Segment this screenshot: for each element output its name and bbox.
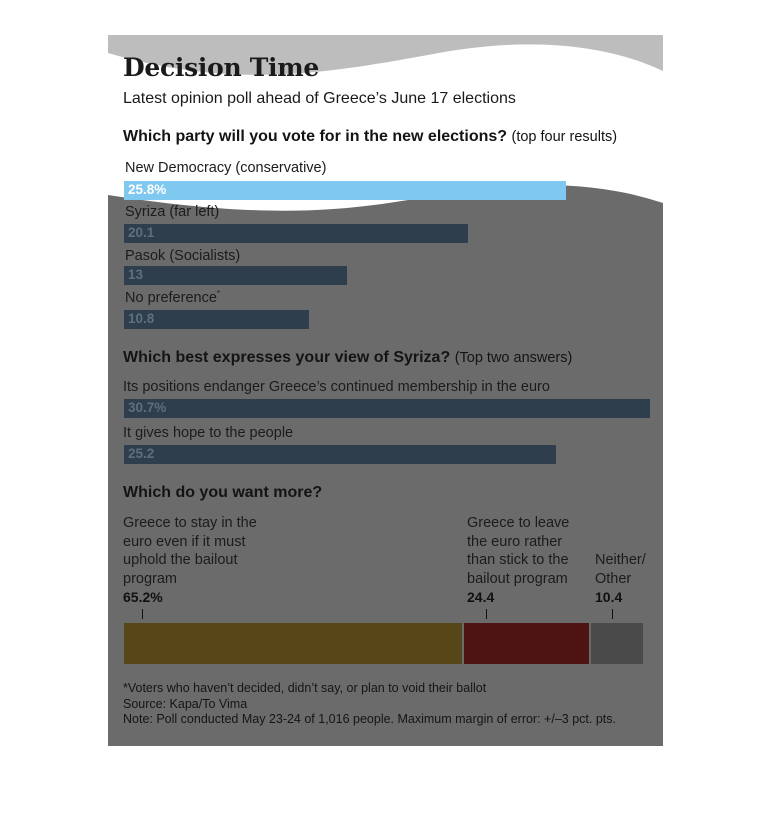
page-subtitle: Latest opinion poll ahead of Greece’s June 17 elections xyxy=(123,90,516,107)
party-label-new-democracy: New Democracy (conservative) xyxy=(125,160,327,176)
bar-new-democracy xyxy=(124,181,566,200)
tick-leave-euro xyxy=(486,609,487,619)
stacked-segment-stay-in-euro xyxy=(124,623,462,664)
option-label-stay-in-euro: Greece to stay in the euro even if it must uphold the bailout program xyxy=(123,515,257,587)
bar-syriza xyxy=(124,224,468,243)
tick-neither-other xyxy=(612,609,613,619)
party-label-syriza: Syriza (far left) xyxy=(125,204,220,220)
question-syriza-view: Which best expresses your view of Syriza? (Top two answers) xyxy=(123,349,573,366)
note-text: Note: Poll conducted May 23-24 of 1,016 people. Maximum margin of error: +/–3 pct. pts. xyxy=(123,712,616,726)
bar-value-endanger-euro: 30.7% xyxy=(128,400,167,415)
bar-value-gives-hope: 25.2 xyxy=(128,446,155,461)
stacked-segment-leave-euro xyxy=(464,623,589,664)
bar-value-syriza: 20.1 xyxy=(128,225,155,240)
footnote-marker: * xyxy=(216,289,221,298)
bar-pasok xyxy=(124,266,347,285)
bar-value-pasok: 13 xyxy=(128,267,144,282)
option-value-stay-in-euro: 65.2% xyxy=(123,589,163,605)
answer-label-gives-hope: It gives hope to the people xyxy=(123,425,294,441)
question-want-more: Which do you want more? xyxy=(123,484,323,501)
infographic-panel xyxy=(108,35,663,746)
answer-label-endanger-euro: Its positions endanger Greece’s continued membership in the euro xyxy=(123,379,550,395)
source-text: Source: Kapa/To Vima xyxy=(123,696,248,711)
footer-notes xyxy=(123,681,616,728)
bar-value-new-democracy: 25.8% xyxy=(128,182,167,197)
option-label-neither-other: Neither/ Other xyxy=(595,552,646,587)
bar-value-no-preference: 10.8 xyxy=(128,311,155,326)
party-label-no-preference: No preference* xyxy=(125,289,221,306)
option-label-leave-euro: Greece to leave the euro rather than stick to the bailout program xyxy=(467,515,570,587)
bar-no-preference xyxy=(124,310,309,329)
question-party-vote: Which party will you vote for in the new elections? (top four results) xyxy=(123,128,618,145)
footnote-text: *Voters who haven’t decided, didn’t say, or plan to void their ballot xyxy=(123,681,487,695)
option-value-neither-other: 10.4 xyxy=(595,589,623,605)
tick-stay-in-euro xyxy=(142,609,143,619)
option-value-leave-euro: 24.4 xyxy=(467,589,495,605)
page-title: Decision Time xyxy=(123,53,319,82)
bar-endanger-euro xyxy=(124,399,650,418)
bar-gives-hope xyxy=(124,445,556,464)
party-label-pasok: Pasok (Socialists) xyxy=(125,248,241,264)
stacked-segment-neither-other xyxy=(591,623,643,664)
